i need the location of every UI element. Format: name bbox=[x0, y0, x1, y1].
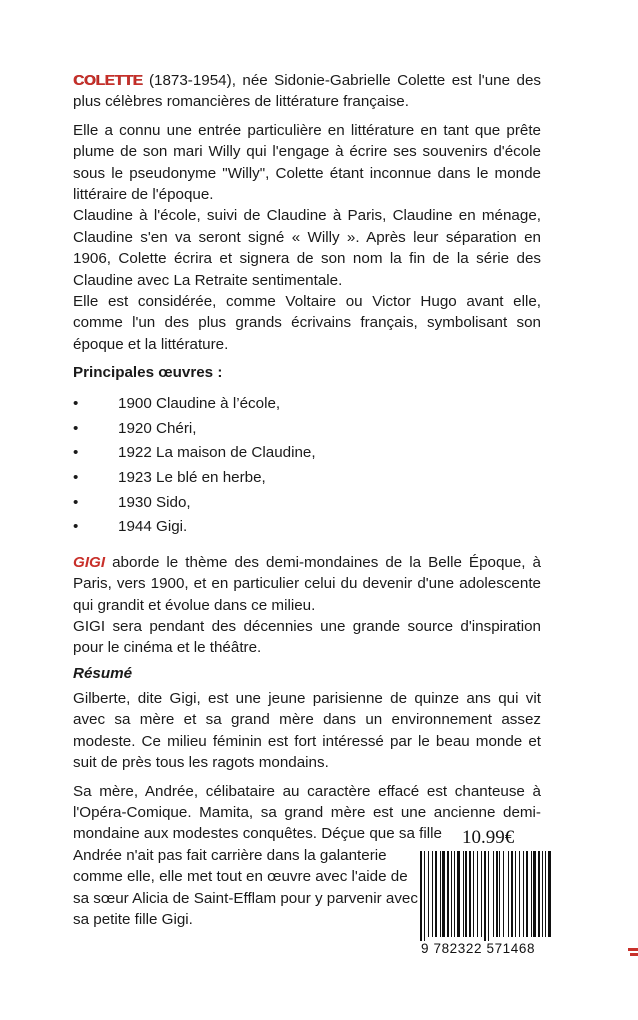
barcode-bar bbox=[432, 851, 433, 937]
resume-paragraph-2: Sa mère, Andrée, célibataire au caractère effacé est chanteuse à l'Opéra-Comique. Mamita, sa grand mère est une ancienne demi-mondaine aux modestes conquêtes. Déçue que sa fille bbox=[73, 782, 541, 843]
gigi-text: aborde le thème des demi-mondaines de la Belle Époque, à Paris, vers 1900, et en particulier celui du devenir d'une adolescente qui grandit et évolue dans ce milieu. bbox=[73, 553, 541, 614]
bullet-icon: • bbox=[73, 444, 79, 462]
barcode-bar bbox=[481, 851, 482, 937]
barcode-bar bbox=[503, 851, 504, 937]
bullet-icon: • bbox=[73, 493, 79, 511]
barcode-bar bbox=[420, 851, 422, 943]
bullet-icon: • bbox=[73, 518, 79, 536]
barcode-bar bbox=[477, 851, 478, 937]
barcode-bar bbox=[508, 851, 509, 937]
bio-paragraph-3: Elle est considérée, comme Voltaire ou Victor Hugo avant elle, comme l'un des plus grands écrivains français, symbolisant son époque et la littérature. bbox=[73, 293, 541, 353]
works-list bbox=[73, 392, 541, 540]
barcode-bar bbox=[469, 851, 471, 937]
resume-paragraph-1: Gilberte, dite Gigi, est une jeune parisienne de quinze ans qui vit avec sa mère et sa grand mère dans un environnement assez modeste. Ce milieu féminin est fort intéressé par le beau monde et suit de près tous les ragots mondains. bbox=[73, 689, 541, 772]
intro-paragraph bbox=[73, 70, 541, 113]
list-item: • 1930 Sido, bbox=[73, 491, 541, 516]
barcode-bar bbox=[511, 851, 513, 937]
barcode-bar bbox=[526, 851, 528, 937]
resume-paragraph-2-continued: Andrée n'ait pas fait carrière dans la galanterie comme elle, elle met tout en œuvre avec l'aide de sa sœur Alicia de Saint-Efflam pour y parvenir avec sa petite fille Gigi. bbox=[73, 846, 418, 928]
list-item: • 1944 Gigi. bbox=[73, 515, 541, 540]
barcode-bar bbox=[440, 851, 441, 937]
list-item: • 1920 Chéri, bbox=[73, 417, 541, 442]
barcode-bar bbox=[465, 851, 467, 937]
barcode-bar bbox=[463, 851, 464, 937]
barcode-bar bbox=[424, 851, 425, 943]
barcode-bar bbox=[515, 851, 516, 937]
intro-text: (1873-1954), née Sidonie-Gabrielle Colette est l'une des plus célèbres romancières de littérature française. bbox=[73, 72, 541, 111]
barcode-bar bbox=[493, 851, 494, 937]
barcode-bar bbox=[545, 851, 546, 937]
back-cover-text bbox=[73, 70, 541, 930]
barcode-bar bbox=[451, 851, 452, 937]
barcode-bar bbox=[473, 851, 474, 937]
barcode-bar bbox=[496, 851, 498, 937]
barcode-bar bbox=[548, 851, 551, 937]
list-item: • 1900 Claudine à l’école, bbox=[73, 392, 541, 417]
edge-logo-icon bbox=[626, 946, 638, 960]
barcode-bar bbox=[447, 851, 449, 937]
barcode-bar bbox=[428, 851, 429, 937]
gigi-paragraph bbox=[73, 552, 541, 616]
barcode-bar bbox=[533, 851, 536, 937]
author-brand: COLETTE bbox=[73, 72, 143, 89]
barcode-bar bbox=[538, 851, 540, 937]
list-item: • 1923 Le blé en herbe, bbox=[73, 466, 541, 491]
barcode-bar bbox=[484, 851, 486, 943]
barcode-bar bbox=[499, 851, 500, 937]
barcode-bar bbox=[435, 851, 437, 937]
gigi-inspiration: GIGI sera pendant des décennies une grande source d'inspiration pour le cinéma et le théâtre. bbox=[73, 618, 541, 657]
bullet-icon: • bbox=[73, 395, 79, 413]
bio-paragraph-2: Claudine à l'école, suivi de Claudine à Paris, Claudine en ménage, Claudine s'en va seront signé « Willy ». Après leur séparation en 1906, Colette écrira et signera de son nom la fin de la série des Claudine avec La Retraite sentimentale. bbox=[73, 207, 541, 289]
resume-title: Résumé bbox=[73, 664, 133, 682]
gigi-title: GIGI bbox=[73, 553, 106, 571]
barcode-bar bbox=[542, 851, 543, 937]
works-title: Principales œuvres : bbox=[73, 364, 223, 382]
bullet-icon: • bbox=[73, 469, 79, 487]
barcode-bar bbox=[457, 851, 460, 937]
isbn-number: 9 782322 571468 bbox=[421, 941, 536, 956]
barcode-bar bbox=[488, 851, 489, 943]
bio-paragraph-1: Elle a connu une entrée particulière en littérature en tant que prête plume de son mari Willy qui l'engage à écrire ses souvenirs d'école sous le pseudonyme "Willy", Colette étant inconnue dans le monde littéraire de l'époque. bbox=[73, 121, 541, 204]
price-label: 10.99€ bbox=[462, 827, 515, 848]
barcode-bar bbox=[523, 851, 524, 937]
list-item: • 1922 La maison de Claudine, bbox=[73, 441, 541, 466]
bullet-icon: • bbox=[73, 419, 79, 437]
barcode-bar bbox=[454, 851, 455, 937]
barcode-bar bbox=[531, 851, 532, 937]
barcode-bar bbox=[442, 851, 445, 937]
biography bbox=[73, 120, 541, 355]
barcode-bars bbox=[416, 851, 556, 943]
barcode-bar bbox=[519, 851, 520, 937]
